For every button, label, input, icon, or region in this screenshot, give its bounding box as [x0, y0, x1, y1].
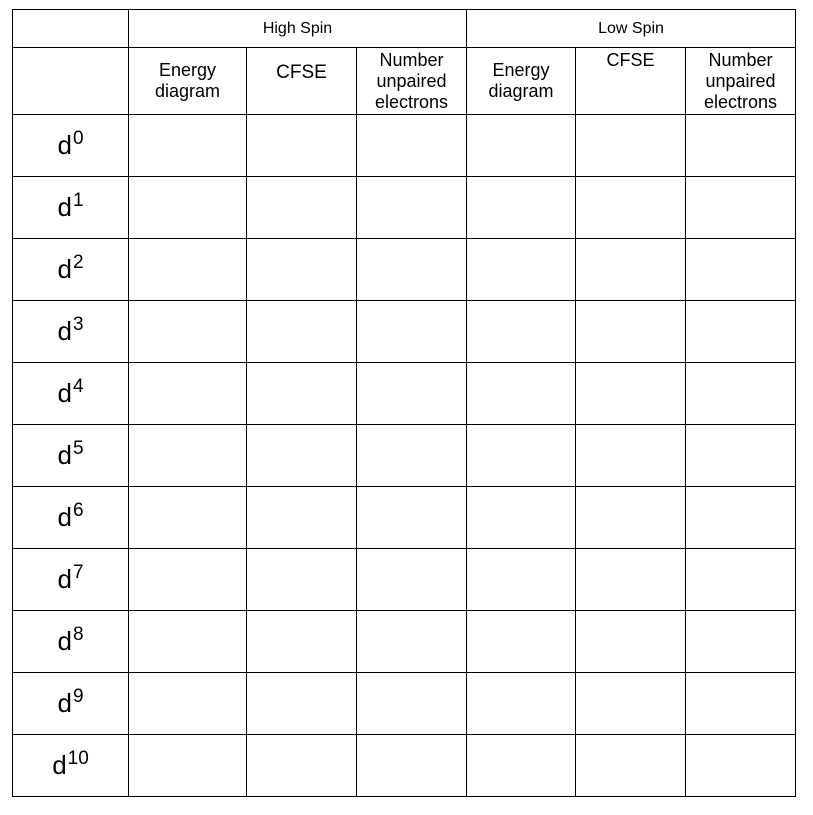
electron-config-label — [13, 115, 129, 177]
table-row — [13, 487, 796, 549]
config-base: d — [57, 626, 72, 656]
low-spin-energy-diagram-cell — [467, 363, 576, 425]
low-spin-header: Low Spin — [467, 10, 796, 48]
high-spin-unpaired-cell — [357, 301, 467, 363]
high-spin-unpaired-cell — [357, 735, 467, 797]
high-spin-unpaired-cell — [357, 487, 467, 549]
config-electron-count: 7 — [72, 562, 84, 583]
header-line: diagram — [488, 81, 554, 101]
low-spin-energy-diagram-cell — [467, 487, 576, 549]
config-electron-count: 9 — [72, 686, 84, 707]
high-spin-cfse-header: CFSE — [247, 48, 357, 115]
electron-config-label — [13, 177, 129, 239]
low-spin-energy-diagram-cell — [467, 301, 576, 363]
high-spin-cfse-cell — [247, 673, 357, 735]
table-row — [13, 611, 796, 673]
electron-config-label — [13, 735, 129, 797]
low-spin-cfse-cell — [576, 487, 686, 549]
corner-cell-lower — [13, 48, 129, 115]
header-line: diagram — [154, 81, 221, 101]
electron-config-label — [13, 549, 129, 611]
low-spin-cfse-cell — [576, 611, 686, 673]
corner-cell — [13, 10, 129, 48]
low-spin-unpaired-cell — [686, 115, 796, 177]
electron-config-label — [13, 611, 129, 673]
config-electron-count: 5 — [72, 438, 84, 459]
low-spin-unpaired-cell — [686, 549, 796, 611]
high-spin-energy-diagram-cell — [129, 611, 247, 673]
config-electron-count: 4 — [72, 376, 84, 397]
high-spin-energy-diagram-header — [129, 48, 247, 115]
table-body — [13, 115, 796, 797]
high-spin-unpaired-cell — [357, 363, 467, 425]
electron-config-label — [13, 363, 129, 425]
high-spin-cfse-cell — [247, 363, 357, 425]
config-electron-count: 2 — [72, 252, 84, 273]
low-spin-unpaired-cell — [686, 425, 796, 487]
header-line: Energy — [158, 60, 217, 80]
low-spin-cfse-cell — [576, 735, 686, 797]
high-spin-energy-diagram-cell — [129, 735, 247, 797]
high-spin-cfse-cell — [247, 487, 357, 549]
high-spin-unpaired-header — [357, 48, 467, 115]
low-spin-cfse-cell — [576, 115, 686, 177]
electron-config-label — [13, 673, 129, 735]
low-spin-energy-diagram-cell — [467, 735, 576, 797]
header-line: electrons — [374, 91, 449, 112]
low-spin-energy-diagram-cell — [467, 549, 576, 611]
low-spin-energy-diagram-cell — [467, 177, 576, 239]
low-spin-cfse-cell — [576, 425, 686, 487]
electron-config-label — [13, 301, 129, 363]
table-row — [13, 301, 796, 363]
header-line: Number — [708, 49, 773, 70]
low-spin-cfse-cell — [576, 673, 686, 735]
low-spin-unpaired-cell — [686, 177, 796, 239]
config-base: d — [57, 378, 72, 408]
group-header-row — [13, 10, 796, 48]
high-spin-unpaired-cell — [357, 549, 467, 611]
config-base: d — [57, 564, 72, 594]
config-base: d — [57, 192, 72, 222]
low-spin-unpaired-cell — [686, 239, 796, 301]
config-electron-count: 8 — [72, 624, 84, 645]
table-row — [13, 425, 796, 487]
header-line: Number — [379, 49, 444, 70]
low-spin-cfse-cell — [576, 177, 686, 239]
config-base: d — [57, 130, 72, 160]
high-spin-unpaired-cell — [357, 611, 467, 673]
table-row — [13, 363, 796, 425]
electron-config-label — [13, 487, 129, 549]
config-base: d — [57, 688, 72, 718]
config-electron-count: 6 — [72, 500, 84, 521]
config-base: d — [57, 254, 72, 284]
high-spin-unpaired-cell — [357, 425, 467, 487]
high-spin-energy-diagram-cell — [129, 239, 247, 301]
config-electron-count: 1 — [72, 190, 84, 211]
config-base: d — [57, 316, 72, 346]
config-base: d — [57, 502, 72, 532]
low-spin-energy-diagram-cell — [467, 611, 576, 673]
high-spin-energy-diagram-cell — [129, 487, 247, 549]
low-spin-cfse-cell — [576, 549, 686, 611]
electron-config-label — [13, 239, 129, 301]
low-spin-unpaired-cell — [686, 673, 796, 735]
config-base: d — [52, 750, 67, 780]
high-spin-cfse-cell — [247, 611, 357, 673]
high-spin-cfse-cell — [247, 425, 357, 487]
high-spin-energy-diagram-cell — [129, 549, 247, 611]
low-spin-energy-diagram-cell — [467, 115, 576, 177]
high-spin-header: High Spin — [129, 10, 467, 48]
low-spin-unpaired-cell — [686, 487, 796, 549]
high-spin-unpaired-cell — [357, 115, 467, 177]
config-electron-count: 0 — [72, 128, 84, 149]
header-line: unpaired — [705, 70, 776, 91]
high-spin-energy-diagram-cell — [129, 115, 247, 177]
high-spin-cfse-cell — [247, 301, 357, 363]
table-row — [13, 549, 796, 611]
table-row — [13, 673, 796, 735]
high-spin-cfse-cell — [247, 549, 357, 611]
high-spin-energy-diagram-cell — [129, 673, 247, 735]
low-spin-energy-diagram-cell — [467, 425, 576, 487]
high-spin-cfse-cell — [247, 115, 357, 177]
low-spin-cfse-cell — [576, 301, 686, 363]
header-line: unpaired — [376, 70, 447, 91]
low-spin-cfse-header: CFSE — [576, 48, 686, 115]
config-electron-count: 3 — [72, 314, 84, 335]
high-spin-cfse-cell — [247, 735, 357, 797]
low-spin-cfse-cell — [576, 239, 686, 301]
header-line: electrons — [704, 91, 778, 112]
low-spin-unpaired-cell — [686, 611, 796, 673]
low-spin-unpaired-cell — [686, 301, 796, 363]
high-spin-energy-diagram-cell — [129, 425, 247, 487]
high-spin-cfse-cell — [247, 239, 357, 301]
low-spin-unpaired-cell — [686, 363, 796, 425]
table-row — [13, 239, 796, 301]
low-spin-energy-diagram-cell — [467, 239, 576, 301]
electron-config-label — [13, 425, 129, 487]
config-electron-count: 10 — [67, 748, 89, 769]
high-spin-cfse-cell — [247, 177, 357, 239]
low-spin-energy-diagram-cell — [467, 673, 576, 735]
high-spin-unpaired-cell — [357, 177, 467, 239]
high-spin-energy-diagram-cell — [129, 301, 247, 363]
table-row — [13, 735, 796, 797]
low-spin-unpaired-cell — [686, 735, 796, 797]
table-row — [13, 177, 796, 239]
sub-header-row — [13, 48, 796, 115]
high-spin-unpaired-cell — [357, 239, 467, 301]
config-base: d — [57, 440, 72, 470]
high-spin-unpaired-cell — [357, 673, 467, 735]
high-spin-energy-diagram-cell — [129, 363, 247, 425]
table-row — [13, 115, 796, 177]
low-spin-energy-diagram-header — [467, 48, 576, 115]
high-spin-energy-diagram-cell — [129, 177, 247, 239]
header-line: Energy — [492, 60, 550, 80]
low-spin-cfse-cell — [576, 363, 686, 425]
low-spin-unpaired-header — [686, 48, 796, 115]
d-electron-configuration-table — [12, 9, 796, 797]
